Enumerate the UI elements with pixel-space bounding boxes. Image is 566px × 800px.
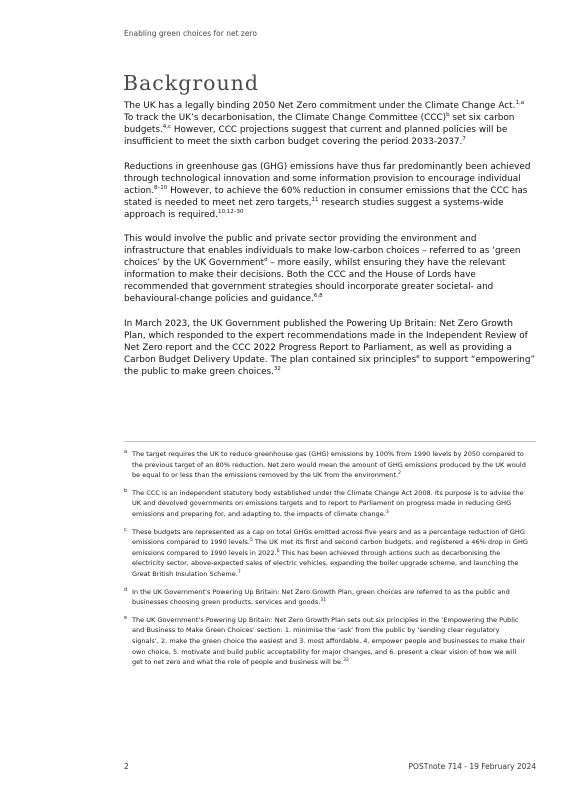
footnote-divider — [124, 441, 536, 442]
reference-superscript: 32 — [273, 365, 281, 372]
reference-superscript: 4,c — [162, 124, 172, 130]
footnote — [124, 587, 528, 608]
reference-superscript: 11 — [311, 196, 319, 203]
body-text — [124, 100, 536, 390]
reference-superscript: d — [264, 257, 268, 263]
running-header: Enabling green choices for net zero — [124, 29, 257, 38]
reference-superscript: 8–10 — [154, 184, 168, 191]
text-run: Reductions in greenhouse gas (GHG) emissions have thus far predominantly been achieved through technological innovation and some information provision to encourage individual action. — [124, 161, 531, 196]
footnote-marker: b — [124, 487, 128, 494]
text-run: In the UK Government’s Powering Up Britain: Net Zero Growth Plan, green choices are referred to as the public and businesses choosing green products, services and goods. — [132, 587, 510, 607]
text-run: To track the UK’s decarbonisation, the Climate Change Committee (CCC) — [124, 113, 447, 123]
publication-reference: POSTnote 714 - 19 February 2024 — [408, 762, 536, 771]
text-run: In March 2023, the UK Government published the Powering Up Britain: Net Zero Growth Plan, which responded to the expert recommendations made in the Independent Review of Net Zero report and the CCC 2022 Progress Report to Parliament, as well as providing a Carbon Budget Delivery Update. The plan contained six principles — [124, 318, 528, 365]
text-run: However, CCC projections suggest that current and planned policies will be insufficient to meet the sixth carbon budget covering the period 2033-2037. — [124, 125, 508, 147]
text-run: to support “empowering” the public to make green choices. — [124, 354, 536, 377]
text-run: This would involve the public and private sector providing the environment and infrastructure that enables individuals to make low-carbon choices – referred to as ‘green choices’ by the UK Government — [124, 234, 521, 268]
text-run: The CCC is an independent statutory body established under the Climate Change Act 2008. Its purpose is to advise the UK and devolved governments on emissions targets and to report to Parliament on progress made in reducing GHG emissions and preparing for, and adapting to, the impacts of climate change. — [132, 488, 524, 518]
footnote-marker: c — [124, 526, 127, 533]
reference-superscript: 31 — [320, 598, 327, 604]
footnote-marker: e — [124, 614, 128, 621]
reference-superscript: 3 — [385, 509, 389, 515]
paragraph — [124, 318, 536, 378]
reference-superscript: 6,8 — [313, 293, 323, 299]
text-run: However, to achieve the 60% reduction in consumer emissions that the CCC has stated is needed to meet net zero targets, — [124, 185, 528, 208]
reference-superscript: e — [416, 353, 420, 360]
paragraph — [124, 100, 536, 148]
reference-superscript: 32 — [343, 658, 349, 664]
reference-superscript: 7 — [237, 569, 241, 575]
page-number: 2 — [124, 762, 129, 771]
text-run: The target requires the UK to reduce greenhouse gas (GHG) emissions by 100% from 1990 levels by 2050 compared to the previous target of an 80% reduction. Net zero would mean the amount of GHG emissions produced by the UK would be equal to or less than the emissions removed by the UK from the environment. — [132, 450, 526, 480]
text-run: – more easily, whilst ensuring they have the relevant information to make their decisions. Both the CCC and the House of Lords have recommended that government strategies should incorporate greater societal- and behavioural-change policies and guidance. — [124, 258, 506, 304]
reference-superscript: 2 — [398, 471, 401, 477]
text-run: The UK has a legally binding 2050 Net Zero commitment under the Climate Change Act. — [124, 101, 516, 111]
reference-superscript: 1,a — [515, 100, 525, 106]
footnote-marker: d — [124, 586, 128, 593]
paragraph — [124, 233, 536, 305]
reference-superscript: 7 — [462, 136, 466, 142]
text-run: These budgets are represented as a cap on total GHGs emitted across five years and as a percentage reduction of GHG emissions compared to 1990 levels. — [132, 527, 525, 547]
reference-superscript: b — [446, 112, 450, 118]
paragraph — [124, 161, 536, 221]
section-title: Background — [123, 71, 259, 95]
text-run: This has been achieved through actions such as decarbonising the electricity sector, above-expected sales of electric vehicles, expanding the boiler upgrade scheme, and launching the Great British Insulation Scheme. — [132, 548, 519, 578]
text-run: The UK met its first and second carbon budgets, and registered a 46% drop in GHG emissions compared to 1990 levels in 2022. — [132, 538, 528, 557]
footnote-marker: a — [124, 449, 128, 455]
text-run: The UK Government’s Powering Up Britain: Net Zero Growth Plan sets out six principles in the ‘Empowering the Public and Business to Make Green Choices’ section: 1. minimise the ‘ask’ from the public by ‘sending clear regulatory signals’, 2. make the green choice the easiest and 3. most affordable, 4. empower people and businesses to make their own choice, 5. motivate and build public acceptability for major changes, and 6. present a clear vision of how we will get to net zero and what the role of people and business will be. — [132, 615, 526, 667]
text-run: set six carbon budgets. — [124, 113, 515, 135]
reference-superscript: 6 — [276, 548, 280, 554]
footnote — [124, 527, 528, 580]
reference-superscript: 5 — [249, 538, 253, 544]
footnote — [124, 449, 528, 481]
footnote — [124, 615, 528, 668]
footnotes — [124, 449, 528, 675]
text-run: research studies suggest a systems-wide approach is required. — [124, 197, 504, 220]
footnote — [124, 488, 528, 520]
reference-superscript: 10,12–30 — [217, 208, 244, 215]
